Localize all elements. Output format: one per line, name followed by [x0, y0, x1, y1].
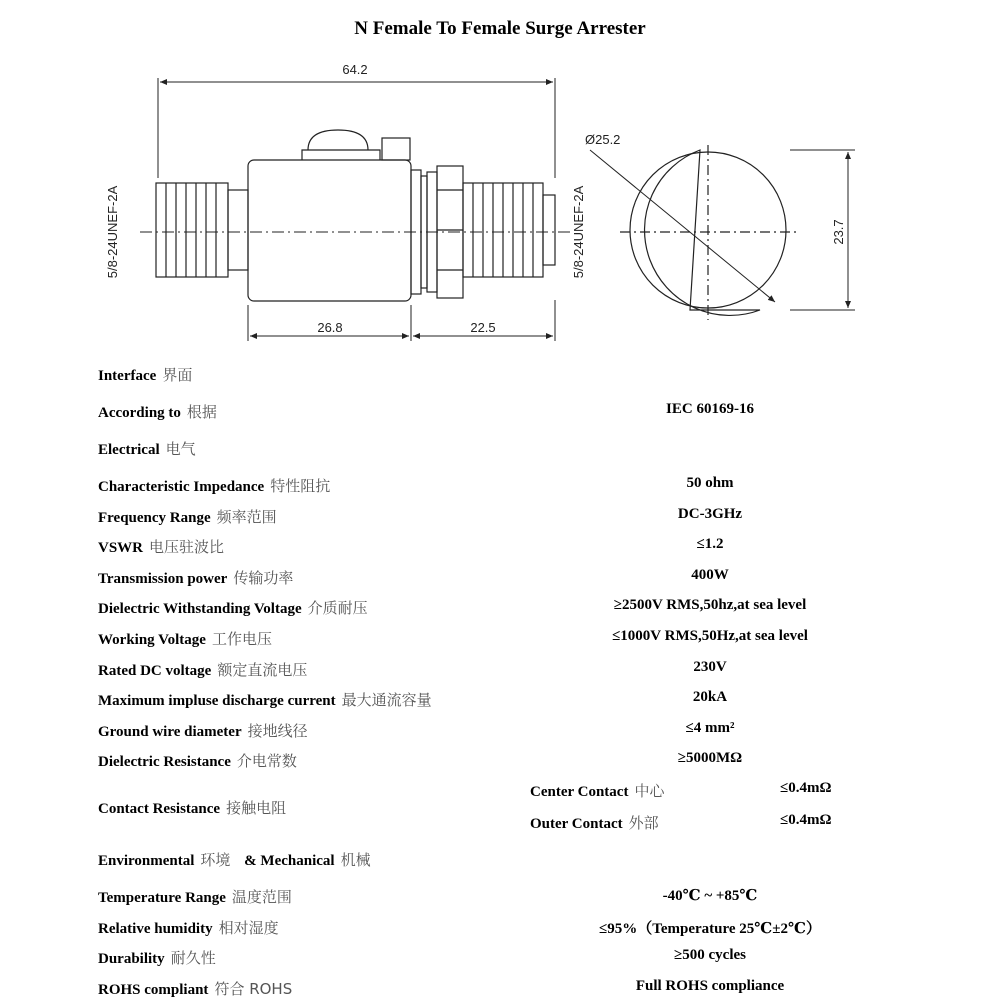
spec-value: Full ROHS compliance [635, 977, 785, 994]
spec-label: Rated DC voltage [98, 662, 212, 679]
spec-row [0, 978, 1000, 1002]
spec-label: ROHS compliant [98, 981, 209, 998]
thread-label-right: 5/8-24UNEF-2A [571, 185, 586, 279]
page-title: N Female To Female Surge Arrester [354, 18, 646, 39]
spec-value: ≥2500V RMS,50hz,at sea level [613, 597, 807, 614]
dim-flat-height: 23.7 [831, 219, 846, 245]
spec-label: Dielectric Resistance [98, 754, 231, 771]
dim-diameter: Ø25.2 [585, 132, 621, 147]
spec-label-cn: 电压驻波比 [149, 538, 225, 557]
spec-row [0, 947, 1000, 971]
spec-row [0, 597, 1000, 621]
spec-label: Dielectric Withstanding Voltage [98, 601, 302, 618]
spec-label-cn: 介电常数 [236, 752, 297, 771]
spec-label: Characteristic Impedance [98, 479, 265, 495]
spec-row-according-to: According to 根据 IEC 60169-16 [98, 401, 754, 421]
spec-label: Temperature Range [98, 890, 226, 906]
technical-drawing [0, 0, 1000, 350]
spec-label-cn: 温度范围 [231, 888, 292, 906]
spec-row [0, 628, 1000, 652]
thread-label-left: 5/8-24UNEF-2A [105, 185, 120, 279]
spec-row [0, 917, 1000, 941]
spec-row [0, 506, 1000, 530]
dim-body-length: 26.8 [317, 320, 343, 335]
spec-label-cn: 传输功率 [233, 568, 294, 587]
spec-label-cn: 特性阻抗 [270, 477, 331, 495]
spec-value: 230V [693, 658, 727, 675]
spec-label: VSWR [98, 540, 144, 557]
spec-label-cn: 最大通流容量 [341, 691, 432, 710]
spec-row [0, 659, 1000, 683]
spec-label-cn: 耐久性 [170, 949, 216, 968]
spec-label: Relative humidity [98, 920, 213, 937]
spec-value: ≤95%（Temperature 25℃±2℃） [599, 920, 821, 937]
spec-value: ≥500 cycles [674, 947, 746, 964]
spec-label: Durability [98, 951, 165, 968]
spec-row-contact-resistance: Contact Resistance 接触电阻 Center Contact 中心 ≤0.4mΩ Outer Contact 外部 ≤0.4mΩ [98, 780, 832, 832]
spec-value: ≤4 mm² [685, 719, 735, 736]
spec-label: Maximum impluse discharge current [98, 693, 336, 710]
spec-label: Ground wire diameter [98, 723, 242, 740]
spec-label-cn: 介质耐压 [307, 599, 368, 618]
spec-label-cn: 工作电压 [211, 630, 272, 648]
spec-value: DC-3GHz [677, 505, 743, 522]
spec-row [0, 750, 1000, 774]
spec-label: Frequency Range [98, 509, 211, 526]
spec-label: Working Voltage [98, 632, 206, 648]
spec-value: -40℃ ~ +85℃ [662, 888, 758, 904]
spec-value: ≥5000MΩ [677, 750, 743, 767]
spec-label-cn: 频率范围 [216, 507, 277, 526]
section-electrical: Electrical 电气 [98, 440, 196, 458]
spec-value: 20kA [692, 689, 728, 706]
spec-value: ≤1.2 [696, 536, 724, 553]
spec-value: ≤1000V RMS,50Hz,at sea level [612, 628, 808, 644]
spec-label-cn: 接地线径 [247, 721, 308, 740]
spec-row [0, 886, 1000, 910]
spec-value: 50 ohm [686, 475, 734, 491]
spec-label-cn: 符合 ROHS [214, 979, 293, 998]
spec-row [0, 720, 1000, 744]
spec-label: Transmission power [98, 570, 228, 587]
section-interface: Interface 界面 [98, 366, 193, 384]
section-environmental: Environmental 环境 & Mechanical 机械 [98, 851, 371, 869]
spec-label-cn: 相对湿度 [218, 918, 279, 937]
spec-label-cn: 额定直流电压 [217, 660, 308, 679]
spec-row [0, 567, 1000, 591]
spec-value: 400W [691, 566, 729, 583]
spec-row [0, 475, 1000, 499]
dim-connector-length: 22.5 [470, 320, 496, 335]
dim-overall-length: 64.2 [342, 62, 368, 77]
spec-row [0, 689, 1000, 713]
spec-row [0, 536, 1000, 560]
